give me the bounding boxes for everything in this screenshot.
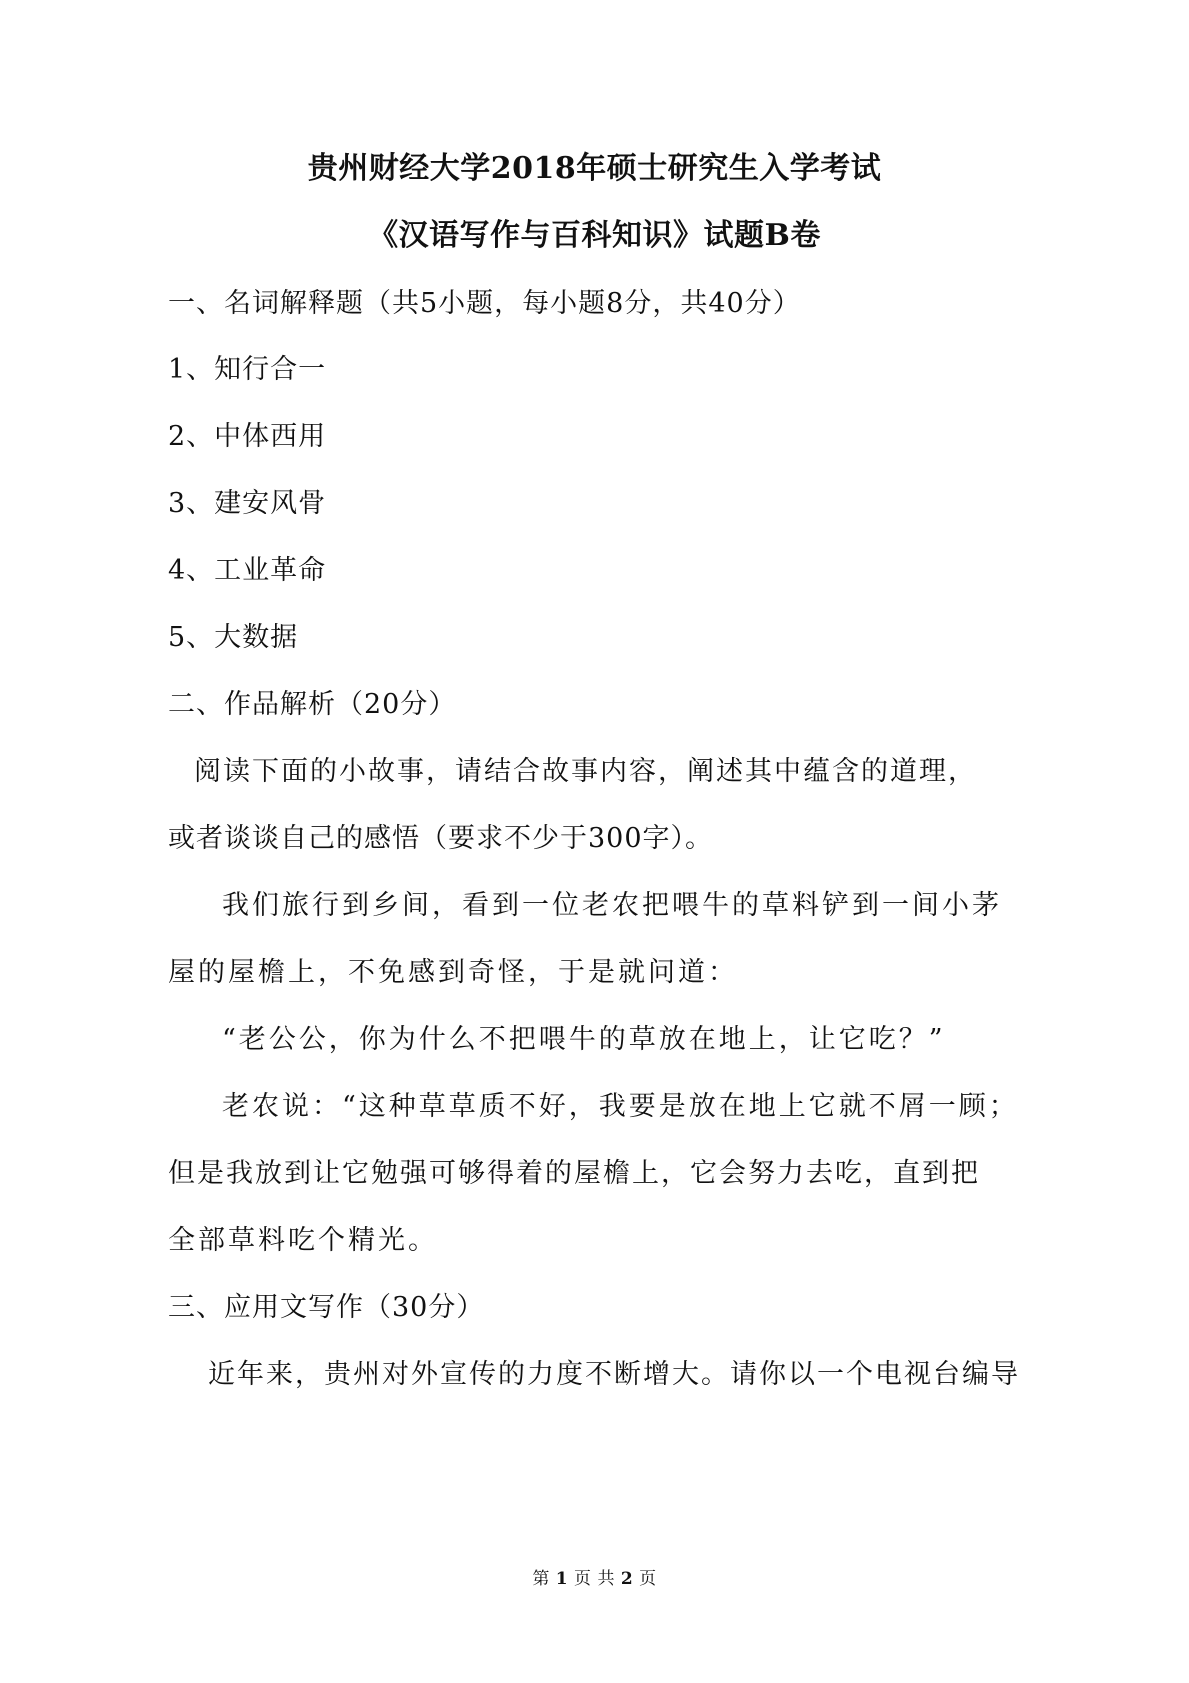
instruction-line-2: 或者谈谈自己的感悟（要求不少于300字）。 bbox=[168, 823, 714, 854]
term-item-5: 5、大数据 bbox=[168, 622, 299, 653]
writing-paragraph-line-1: 近年来，贵州对外宣传的力度不断增大。请你以一个电视台编导 bbox=[208, 1359, 1020, 1390]
exam-subtitle: 《汉语写作与百科知识》试题B卷 bbox=[368, 218, 821, 253]
footer-suffix: 页 bbox=[639, 1569, 657, 1589]
section-3-heading: 三、应用文写作（30分） bbox=[168, 1292, 485, 1323]
exam-title: 贵州财经大学2018年硕士研究生入学考试 bbox=[307, 151, 882, 186]
story-line-6: 全部草料吃个精光。 bbox=[168, 1225, 438, 1256]
story-line-4: 老农说：“这种草草质不好，我要是放在地上它就不屑一顾； bbox=[222, 1091, 1019, 1122]
footer-middle: 页 共 bbox=[574, 1569, 615, 1589]
story-line-1: 我们旅行到乡间，看到一位老农把喂牛的草料铲到一间小茅 bbox=[222, 890, 1002, 921]
term-item-1: 1、知行合一 bbox=[168, 354, 327, 385]
footer-prefix: 第 bbox=[532, 1569, 550, 1589]
term-item-2: 2、中体西用 bbox=[168, 421, 327, 452]
story-line-3: “老公公，你为什么不把喂牛的草放在地上，让它吃？” bbox=[222, 1024, 946, 1055]
term-item-4: 4、工业革命 bbox=[168, 555, 327, 586]
section-1-heading: 一、名词解释题（共5小题，每小题8分，共40分） bbox=[168, 288, 801, 319]
footer-total-pages: 2 bbox=[620, 1569, 634, 1589]
story-line-2: 屋的屋檐上，不免感到奇怪，于是就问道： bbox=[168, 957, 738, 988]
instruction-line-1: 阅读下面的小故事，请结合故事内容，阐述其中蕴含的道理， bbox=[194, 756, 977, 787]
term-item-3: 3、建安风骨 bbox=[168, 488, 327, 519]
page-number-footer bbox=[0, 1568, 1189, 1590]
story-line-5: 但是我放到让它勉强可够得着的屋檐上，它会努力去吃，直到把 bbox=[168, 1158, 980, 1189]
footer-current-page: 1 bbox=[555, 1569, 569, 1589]
section-2-heading: 二、作品解析（20分） bbox=[168, 689, 457, 720]
